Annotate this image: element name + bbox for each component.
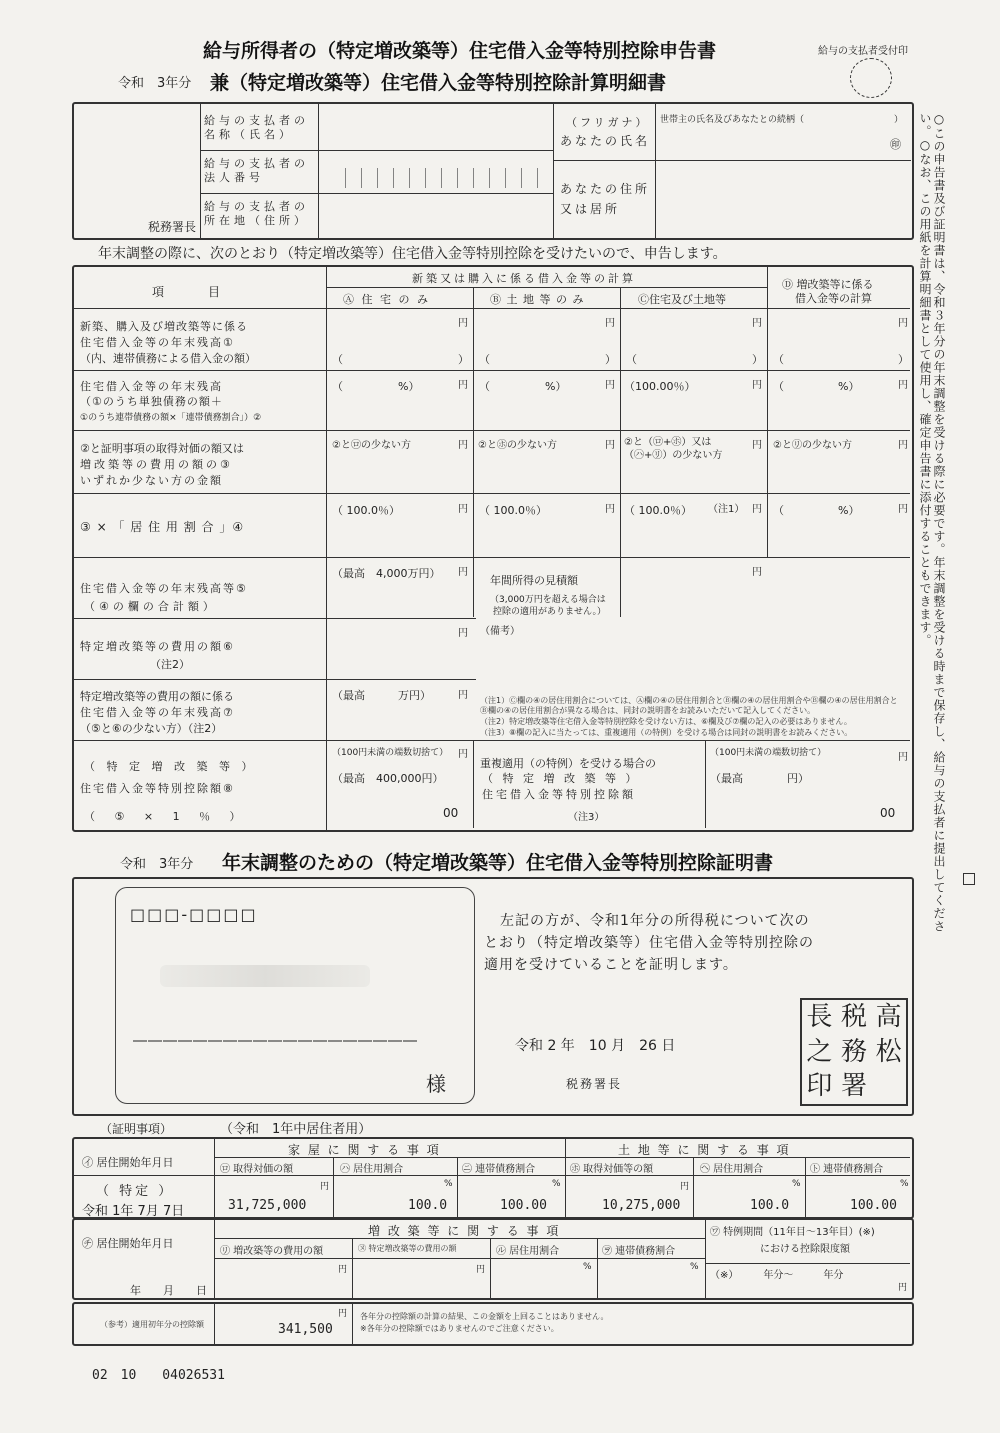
your-address-label2: 又は居所 bbox=[560, 202, 621, 216]
row5-yen: 円 bbox=[458, 567, 468, 578]
row1-a-close: ） bbox=[458, 353, 469, 366]
row4-a: （ 100.0％） bbox=[332, 504, 400, 517]
seal-char: 高 bbox=[875, 1002, 902, 1032]
cert-era-year: 令和 3年分 bbox=[120, 857, 194, 872]
row1-label1: 新築、購入及び増改築等に係る bbox=[80, 320, 248, 333]
reno-joint-pct: % bbox=[690, 1262, 699, 1272]
row2-label2: （①のうち単独債務の額＋ bbox=[80, 395, 223, 408]
proof-scope: （令和 1年中居住者用） bbox=[220, 1122, 372, 1137]
reference-label: （参考）適用初年分の控除額 bbox=[100, 1320, 204, 1329]
row4-a-yen: 円 bbox=[458, 504, 468, 515]
land-price-value: 10,275,000 bbox=[602, 1198, 681, 1213]
reno-col-special-cost: ㋦ 特定増改築等の費用の額 bbox=[358, 1244, 457, 1253]
annual-income-yen: 円 bbox=[752, 567, 762, 578]
official-seal bbox=[800, 998, 908, 1106]
row3-c-yen: 円 bbox=[752, 440, 762, 451]
land-price-yen: 円 bbox=[680, 1182, 690, 1192]
dup-trunc: （100円未満の端数切捨て） bbox=[710, 748, 827, 758]
row3-d-yen: 円 bbox=[898, 440, 908, 451]
row4-c-note: （注1） bbox=[708, 504, 745, 515]
col-c-header: Ⓒ住宅及び土地等 bbox=[638, 293, 726, 306]
reno-special-yen: 円 bbox=[476, 1265, 486, 1275]
form-title-line1: 給与所得者の（特定増改築等）住宅借入金等特別控除申告書 bbox=[203, 40, 717, 62]
row1-c-close: ） bbox=[752, 353, 763, 366]
house-ratio-pct: % bbox=[444, 1179, 453, 1189]
row2-b-unit: %） bbox=[545, 380, 567, 393]
row1-a-yen: 円 bbox=[458, 318, 468, 329]
special-period-label: ㋻ 特例期間（11年目～13年目）(※) bbox=[710, 1227, 875, 1238]
group-header: 新築又は購入に係る借入金等の計算 bbox=[412, 272, 636, 285]
reference-amount: 341,500 bbox=[278, 1322, 333, 1337]
receipt-stamp-circle bbox=[850, 58, 892, 98]
land-col-joint: ㋣ 連帯債務割合 bbox=[810, 1164, 884, 1175]
cert-statement2: とおり（特定増改築等）住宅借入金等特別控除の bbox=[484, 935, 814, 951]
row2-label1: 住宅借入金等の年末残高 bbox=[80, 380, 223, 393]
reno-year-month: 年 月 日 bbox=[130, 1284, 207, 1297]
house-joint-value: 100.00 bbox=[500, 1198, 547, 1213]
reference-yen: 円 bbox=[338, 1309, 348, 1319]
dup-zero: 00 bbox=[880, 806, 896, 820]
seal-char: 長 bbox=[806, 1002, 833, 1032]
reno-ratio-pct: % bbox=[583, 1262, 592, 1272]
row2-c-pct: （100.00％） bbox=[624, 380, 696, 393]
seal-char: 松 bbox=[875, 1036, 902, 1067]
era-year: 令和 3年分 bbox=[118, 76, 192, 91]
reno-cost-yen: 円 bbox=[338, 1265, 348, 1275]
annual-income-label: 年間所得の見積額 bbox=[490, 574, 578, 587]
row2-b-yen: 円 bbox=[605, 380, 615, 391]
row1-d-yen: 円 bbox=[898, 318, 908, 329]
col-a-header: Ⓐ 住 宅 の み bbox=[343, 293, 430, 306]
tax-office-label: 税務署長 bbox=[148, 220, 197, 234]
col-d-header1: Ⓓ 増改築等に係る bbox=[782, 278, 874, 291]
furigana-label: （フリガナ） bbox=[566, 116, 650, 129]
row7-label3: （⑤と⑥の少ない方）（注2） bbox=[80, 722, 223, 735]
row1-d-open: （ bbox=[773, 353, 784, 366]
name-seal-mark: ㊞ bbox=[890, 138, 901, 151]
house-col-joint: ㋥ 連帯債務割合 bbox=[462, 1164, 536, 1175]
row6-yen: 円 bbox=[458, 628, 468, 639]
row8-label3: （ ⑤ × 1 ％ ） bbox=[84, 810, 249, 823]
blurred-name bbox=[160, 965, 370, 987]
row3-b-yen: 円 bbox=[605, 440, 615, 451]
row7-yen: 円 bbox=[458, 690, 468, 701]
seal-char: 税 bbox=[840, 1002, 867, 1032]
house-group-header: 家 屋 に 関 す る 事 項 bbox=[288, 1143, 441, 1157]
payer-number-field[interactable] bbox=[330, 168, 540, 188]
start-date-value: 令和 1年 7月 7日 bbox=[82, 1204, 185, 1219]
payer-address-field[interactable] bbox=[320, 195, 552, 235]
row2-a-open: （ bbox=[332, 380, 343, 393]
payer-name-label: 給与の支払者の名称（氏名） bbox=[204, 114, 309, 141]
footer-codes: 02 10 04026531 bbox=[92, 1368, 225, 1383]
row7-label2: 住宅借入金等の年末残高⑦ bbox=[80, 706, 235, 719]
row2-a-unit: %） bbox=[398, 380, 420, 393]
row3-c1: ②と（㋺+㋭）又は bbox=[624, 437, 712, 448]
proof-label: （証明事項） bbox=[100, 1122, 173, 1136]
declaration-text: 年末調整の際に、次のとおり（特定増改築等）住宅借入金等特別控除を受けたいので、申告します。 bbox=[98, 246, 727, 262]
row7-label1: 特定増改築等の費用の額に係る bbox=[80, 690, 234, 703]
row4-d-yen: 円 bbox=[898, 504, 908, 515]
col-d-header2: 借入金等の計算 bbox=[795, 292, 872, 305]
special-period-years: （※） 年分～ 年分 bbox=[710, 1270, 844, 1281]
item-header: 項 目 bbox=[152, 285, 223, 299]
row5-label1: 住宅借入金等の年末残高等⑤ bbox=[80, 582, 248, 595]
row8-trunc: （100円未満の端数切捨て） bbox=[332, 748, 449, 758]
col-b-header: Ⓑ 土 地 等 の み bbox=[490, 293, 585, 306]
reno-col-ratio: ㋸ 居住用割合 bbox=[496, 1246, 560, 1257]
your-name-field[interactable] bbox=[657, 124, 882, 158]
row6-label2: （注2） bbox=[150, 658, 190, 671]
land-ratio-pct: % bbox=[792, 1179, 801, 1189]
cert-title: 年末調整のための（特定増改築等）住宅借入金等特別控除証明書 bbox=[222, 852, 774, 874]
row2-b-open: （ bbox=[479, 380, 490, 393]
row2-a-yen: 円 bbox=[458, 380, 468, 391]
row1-a-open: （ bbox=[332, 353, 343, 366]
honorific-sama: 様 bbox=[426, 1072, 446, 1096]
seal-char: 務 bbox=[840, 1036, 867, 1067]
row4-c: （ 100.0％） bbox=[624, 504, 692, 517]
dup-yen: 円 bbox=[898, 752, 908, 763]
house-col-price: ㋺ 取得対価の額 bbox=[220, 1164, 294, 1175]
your-address-field[interactable] bbox=[657, 162, 909, 234]
row3-label1: ②と証明事項の取得対価の額又は bbox=[80, 442, 244, 455]
house-joint-pct: % bbox=[552, 1179, 561, 1189]
seal-char: 署 bbox=[840, 1071, 867, 1102]
row3-a-yen: 円 bbox=[458, 440, 468, 451]
row8-max: （最高 400,000円） bbox=[332, 772, 444, 785]
note2: （注2）特定増改築等住宅借入金等特別控除を受けない方は、⑥欄及び⑦欄の記入の必要はありません。 bbox=[480, 717, 852, 726]
house-col-ratio: ㋩ 居住用割合 bbox=[340, 1164, 404, 1175]
row3-d: ②と㋷の少ない方 bbox=[773, 440, 852, 451]
row1-c-yen: 円 bbox=[752, 318, 762, 329]
row4-d-open: （ bbox=[773, 504, 784, 517]
row4-label: ③ × 「 居 住 用 割 合 」④ bbox=[80, 520, 245, 534]
row1-label2: 住宅借入金等の年末残高① bbox=[80, 336, 235, 349]
payer-address-label: 給与の支払者の所在地（住所） bbox=[204, 200, 309, 227]
row3-a: ②と㋺の少ない方 bbox=[332, 440, 411, 451]
row3-label2: 増改築等の費用の額の③ bbox=[80, 458, 233, 471]
row4-d-unit: %） bbox=[838, 504, 860, 517]
row7-max: （最高 万円） bbox=[332, 689, 431, 702]
cert-statement1: 左記の方が、令和1年分の所得税について次の bbox=[500, 913, 810, 929]
reference-note1: 各年分の控除額の計算の結果、この金額を上回ることはありません。 bbox=[360, 1312, 609, 1321]
row3-label3: いずれか少ない方の金額 bbox=[80, 474, 223, 487]
note1: （注1）Ⓒ欄の④の居住用割合については、Ⓐ欄の④の居住用割合とⒷ欄の④の居住用割合やⒷ欄の④の居住用割合とⒷ欄の④の居住用割合が異なる場合は、同封の説明書をお読みいただいて記入してください。 bbox=[480, 696, 898, 715]
your-address-label1: あなたの住所 bbox=[560, 182, 651, 196]
row4-b-yen: 円 bbox=[605, 504, 615, 515]
seal-char: 印 bbox=[806, 1071, 833, 1102]
row2-c-yen: 円 bbox=[752, 380, 762, 391]
dup-label2: （ 特 定 増 改 築 等 ） bbox=[482, 772, 640, 785]
dup-max: （最高 円） bbox=[710, 772, 809, 785]
land-joint-value: 100.00 bbox=[850, 1198, 897, 1213]
your-name-label: あなたの氏名 bbox=[560, 134, 651, 148]
annual-income-note1: （3,000万円を超える場合は bbox=[490, 595, 606, 605]
reno-group-header: 増 改 築 等 に 関 す る 事 項 bbox=[368, 1224, 561, 1238]
dup-note: （注3） bbox=[568, 812, 605, 823]
special-period-label2: における控除限度額 bbox=[760, 1244, 850, 1255]
householder-label: 世帯主の氏名及びあなたとの続柄（ ） bbox=[660, 115, 904, 125]
form-title-line2: 兼（特定増改築等）住宅借入金等特別控除計算明細書 bbox=[210, 72, 667, 94]
land-group-header: 土 地 等 に 関 す る 事 項 bbox=[618, 1143, 791, 1157]
row8-yen: 円 bbox=[458, 749, 468, 760]
row4-b: （ 100.0％） bbox=[479, 504, 547, 517]
row1-label3: （内、連帯債務による借入金の額） bbox=[80, 352, 256, 365]
reno-col-cost: ㋷ 増改築等の費用の額 bbox=[220, 1246, 324, 1257]
row1-b-open: （ bbox=[479, 353, 490, 366]
note3: （注3）⑧欄の記入に当たっては、重複適用（の特例）を受ける場合は同封の説明書をお読みください。 bbox=[480, 728, 853, 737]
row1-c-open: （ bbox=[626, 353, 637, 366]
row8-label1: （ 特 定 増 改 築 等 ） bbox=[84, 760, 257, 773]
row2-label3: ①のうち連帯債務の額×「連帯債務割合」）② bbox=[80, 413, 262, 423]
house-price-yen: 円 bbox=[320, 1182, 330, 1192]
row3-c2: （㋩+㋷）の少ない方 bbox=[624, 450, 723, 461]
row3-b: ②と㋭の少ない方 bbox=[478, 440, 557, 451]
row1-d-close: ） bbox=[898, 353, 909, 366]
special-label: （ 特定 ） bbox=[96, 1184, 175, 1199]
checkbox-square bbox=[963, 873, 975, 885]
annual-income-note2: 控除の適用がありません。） bbox=[493, 607, 607, 617]
row6-label1: 特定増改築等の費用の額⑥ bbox=[80, 640, 235, 653]
side-note: ○この申告書及び証明書は、令和３年分の年末調整を受ける際に必要です。年末調整を受ける時まで保存し、給与の支払者に提出してください。○なお、この用紙を計算明細書として使用し、確定申告書に添付することもできます。 bbox=[918, 112, 946, 933]
land-ratio-value: 100.0 bbox=[750, 1198, 790, 1213]
special-period-yen: 円 bbox=[898, 1283, 908, 1293]
cert-date: 令和 2 年 10 月 26 日 bbox=[515, 1038, 676, 1054]
row8-label2: 住宅借入金等特別控除額⑧ bbox=[80, 782, 235, 795]
dup-label1: 重複適用（の特例）を受ける場合の bbox=[480, 757, 656, 770]
start-date-label: ㋑ 居住開始年月日 bbox=[82, 1156, 174, 1169]
cert-tax-office: 税務署長 bbox=[566, 1077, 623, 1091]
reference-note2: ※各年分の控除額ではありませんのでご注意ください。 bbox=[360, 1324, 559, 1333]
remarks-label: （備考） bbox=[480, 626, 520, 637]
receipt-stamp-label: 給与の支払者受付印 bbox=[818, 46, 908, 57]
row5-label2: （④の欄の合計額） bbox=[84, 600, 218, 613]
house-price-value: 31,725,000 bbox=[228, 1198, 307, 1213]
row2-d-open: （ bbox=[773, 380, 784, 393]
address-dash-line: ――――――――――――――――――― bbox=[133, 1033, 418, 1049]
dup-label3: 住宅借入金等特別控除額 bbox=[482, 788, 636, 801]
row5-max: （最高 4,000万円） bbox=[332, 567, 441, 580]
land-joint-pct: % bbox=[900, 1179, 909, 1189]
row4-c-yen: 円 bbox=[752, 504, 762, 515]
row1-b-yen: 円 bbox=[605, 318, 615, 329]
payer-number-label: 給与の支払者の法人番号 bbox=[204, 157, 309, 184]
row8-zero: 00 bbox=[443, 806, 459, 820]
land-col-ratio: ㋬ 居住用割合 bbox=[700, 1164, 764, 1175]
row1-b-close: ） bbox=[605, 353, 616, 366]
reno-col-joint: ㋾ 連帯債務割合 bbox=[602, 1246, 676, 1257]
house-ratio-value: 100.0 bbox=[408, 1198, 448, 1213]
land-col-price: ㋭ 取得対価等の額 bbox=[570, 1164, 654, 1175]
payer-name-field[interactable] bbox=[320, 106, 552, 149]
row2-d-unit: %） bbox=[838, 380, 860, 393]
reno-start-label: ㋠ 居住開始年月日 bbox=[82, 1237, 174, 1250]
row2-d-yen: 円 bbox=[898, 380, 908, 391]
postal-code-boxes: □□□-□□□□ bbox=[130, 905, 258, 924]
cert-statement3: 適用を受けていることを証明します。 bbox=[484, 957, 738, 973]
seal-char: 之 bbox=[806, 1036, 833, 1067]
